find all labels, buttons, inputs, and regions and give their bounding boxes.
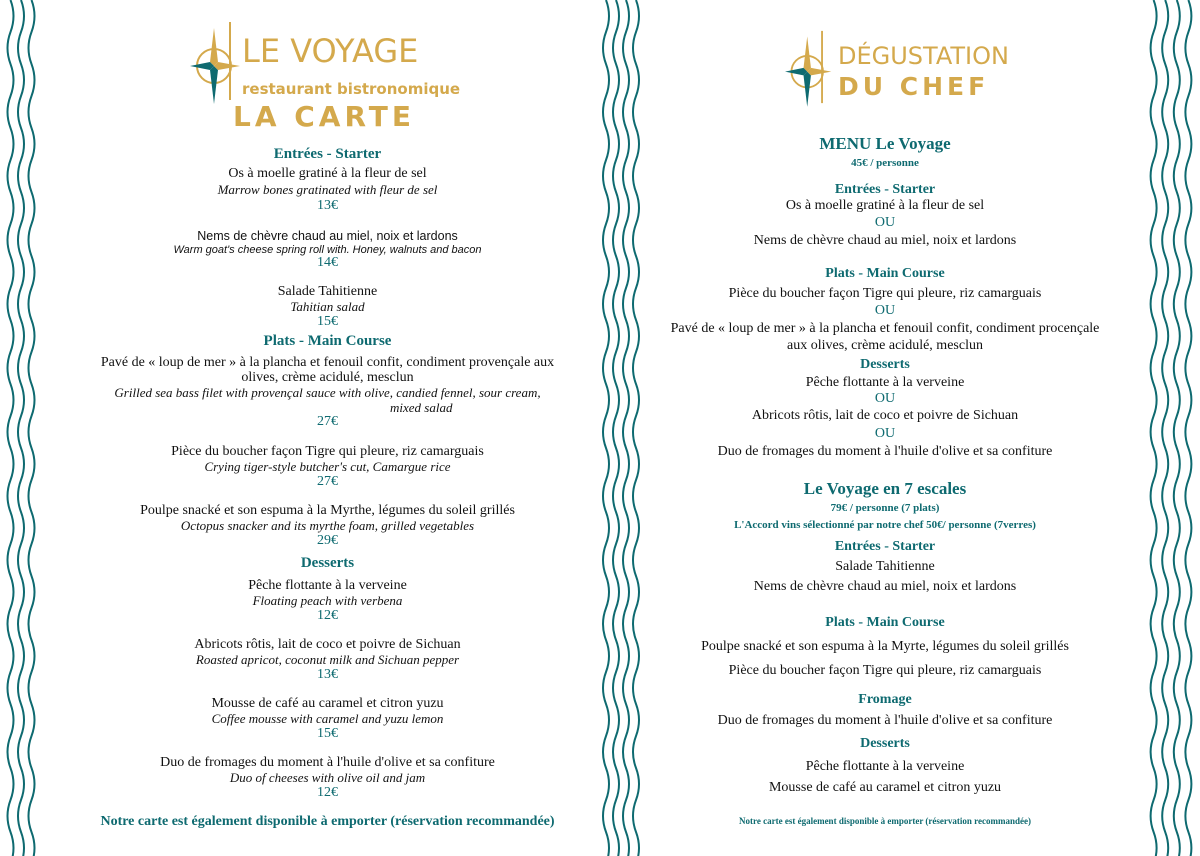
- menu-item: Abricots rôtis, lait de coco et poivre de Sichuan: [751, 408, 1019, 423]
- menu-item: Pêche flottante à la verveine: [805, 759, 965, 774]
- dish-price: 27€: [317, 414, 338, 429]
- or-separator: OU: [874, 303, 896, 318]
- dish-name: Pavé de « loup de mer » à la plancha et fenouil confit, condiment provençale aux: [100, 355, 555, 370]
- dish-name: Pêche flottante à la verveine: [248, 578, 407, 593]
- or-separator: OU: [874, 426, 896, 441]
- or-separator: OU: [874, 391, 896, 406]
- menu-item: Duo de fromages du moment à l'huile d'olive et sa confiture: [717, 713, 1053, 728]
- dish-name: Salade Tahitienne: [277, 284, 378, 299]
- footer-note: Notre carte est également disponible à emporter (réservation recommandée): [739, 816, 1031, 826]
- or-separator: OU: [874, 215, 896, 230]
- dish-name: Os à moelle gratiné à la fleur de sel: [228, 166, 427, 181]
- section-title-plats: Plats - Main Course: [825, 615, 945, 630]
- dish-translation: Tahitian salad: [290, 299, 365, 314]
- menu-item: Pièce du boucher façon Tigre qui pleure, riz camarguais: [728, 663, 1042, 678]
- footer-note: Notre carte est également disponible à emporter (réservation recommandée): [100, 814, 555, 829]
- dish-name: Duo de fromages du moment à l'huile d'olive et sa confiture: [160, 755, 495, 770]
- dish-name: Pièce du boucher façon Tigre qui pleure, riz camarguais: [171, 444, 484, 459]
- dish-name: Poulpe snacké et son espuma à la Myrthe, légumes du soleil grillés: [140, 503, 515, 518]
- menu-title: MENU Le Voyage: [819, 134, 951, 153]
- dish-price: 13€: [317, 198, 338, 213]
- dish-price: 15€: [317, 726, 338, 741]
- wave-border-left: [0, 0, 42, 856]
- dish-translation: Octopus snacker and its myrthe foam, grilled vegetables: [180, 518, 475, 533]
- section-title-entrees: Entrées - Starter: [834, 539, 936, 554]
- menu-price: 45€ / personne: [851, 157, 919, 169]
- wave-line: [623, 0, 629, 856]
- section-title-entrees: Entrées - Starter: [834, 182, 936, 197]
- dish-price: 27€: [317, 474, 338, 489]
- compass-rose-logo: [190, 18, 244, 104]
- menu-item-cont: aux olives, crème acidulé, mesclun: [787, 338, 983, 353]
- wave-border-right: [1142, 0, 1200, 856]
- brand-name: LE VOYAGE: [242, 32, 419, 70]
- menu-item: Pêche flottante à la verveine: [805, 375, 965, 390]
- wave-line: [1162, 0, 1168, 856]
- menu-item: Duo de fromages du moment à l'huile d'olive et sa confiture: [717, 444, 1053, 459]
- menu-item: Os à moelle gratiné à la fleur de sel: [785, 198, 985, 213]
- dish-translation: Marrow bones gratinated with fleur de sel: [217, 182, 438, 197]
- dish-translation-cont: mixed salad: [390, 400, 453, 415]
- section-title-entrees: Entrées - Starter: [273, 146, 382, 162]
- dish-translation: Crying tiger-style butcher's cut, Camargue rice: [204, 459, 451, 474]
- dish-name: Abricots rôtis, lait de coco et poivre de Sichuan: [194, 637, 461, 652]
- dish-translation: Duo of cheeses with olive oil and jam: [229, 770, 426, 785]
- menu-item: Nems de chèvre chaud au miel, noix et lardons: [753, 579, 1017, 594]
- menu-title: Le Voyage en 7 escales: [803, 479, 967, 498]
- dish-name: Mousse de café au caramel et citron yuzu: [211, 696, 444, 711]
- dish-name: Nems de chèvre chaud au miel, noix et lardons: [197, 229, 458, 243]
- section-title-desserts: Desserts: [860, 357, 910, 372]
- degustation-panel: [640, 0, 1130, 856]
- section-title-plats: Plats - Main Course: [825, 266, 945, 281]
- section-title-plats: Plats - Main Course: [263, 333, 392, 349]
- menu-item: Mousse de café au caramel et citron yuzu: [768, 780, 1002, 795]
- dish-price: 29€: [317, 533, 338, 548]
- compass-rose-logo: [785, 24, 835, 110]
- wave-line: [1151, 0, 1157, 856]
- menu-item: Pavé de « loup de mer » à la plancha et fenouil confit, condiment procençale: [670, 321, 1100, 336]
- menu-item: Poulpe snacké et son espuma à la Myrte, légumes du soleil grillés: [701, 639, 1069, 654]
- wave-line: [8, 0, 14, 856]
- brand-subtitle: restaurant bistronomique: [242, 80, 461, 98]
- wave-line: [18, 0, 24, 856]
- wine-pairing: L'Accord vins sélectionné par notre chef 50€/ personne (7verres): [734, 519, 1036, 531]
- degustation-title-line2: DU CHEF: [838, 72, 990, 101]
- dish-translation: Warm goat's cheese spring roll with. Honey, walnuts and bacon: [173, 244, 482, 256]
- menu-item: Pièce du boucher façon Tigre qui pleure, riz camarguais: [728, 286, 1042, 301]
- section-title-fromage: Fromage: [858, 692, 912, 707]
- degustation-title: DÉGUSTATION: [838, 42, 1009, 70]
- dish-price: 12€: [317, 608, 338, 623]
- dish-price: 13€: [317, 667, 338, 682]
- dish-translation: Coffee mousse with caramel and yuzu lemon: [211, 711, 444, 726]
- wave-line: [1185, 0, 1191, 856]
- dish-price: 12€: [317, 785, 338, 800]
- dish-translation: Grilled sea bass filet with provençal sauce with olive, candied fennel, sour cream,: [114, 385, 541, 400]
- dish-price: 15€: [317, 314, 338, 329]
- wave-line: [633, 0, 639, 856]
- menu-item: Nems de chèvre chaud au miel, noix et lardons: [753, 233, 1017, 248]
- wave-line: [1174, 0, 1180, 856]
- dish-translation: Floating peach with verbena: [252, 593, 403, 608]
- page-title: LA CARTE: [233, 100, 416, 133]
- dish-translation: Roasted apricot, coconut milk and Sichuan pepper: [195, 652, 460, 667]
- menu-price: 79€ / personne (7 plats): [830, 502, 940, 514]
- dish-price: 14€: [317, 255, 338, 270]
- section-title-desserts: Desserts: [300, 555, 355, 571]
- section-title-desserts: Desserts: [860, 736, 910, 751]
- wave-line: [29, 0, 35, 856]
- la-carte-panel: [40, 0, 615, 856]
- dish-name-cont: olives, crème acidulé, mesclun: [241, 370, 414, 385]
- menu-item: Salade Tahitienne: [835, 559, 935, 574]
